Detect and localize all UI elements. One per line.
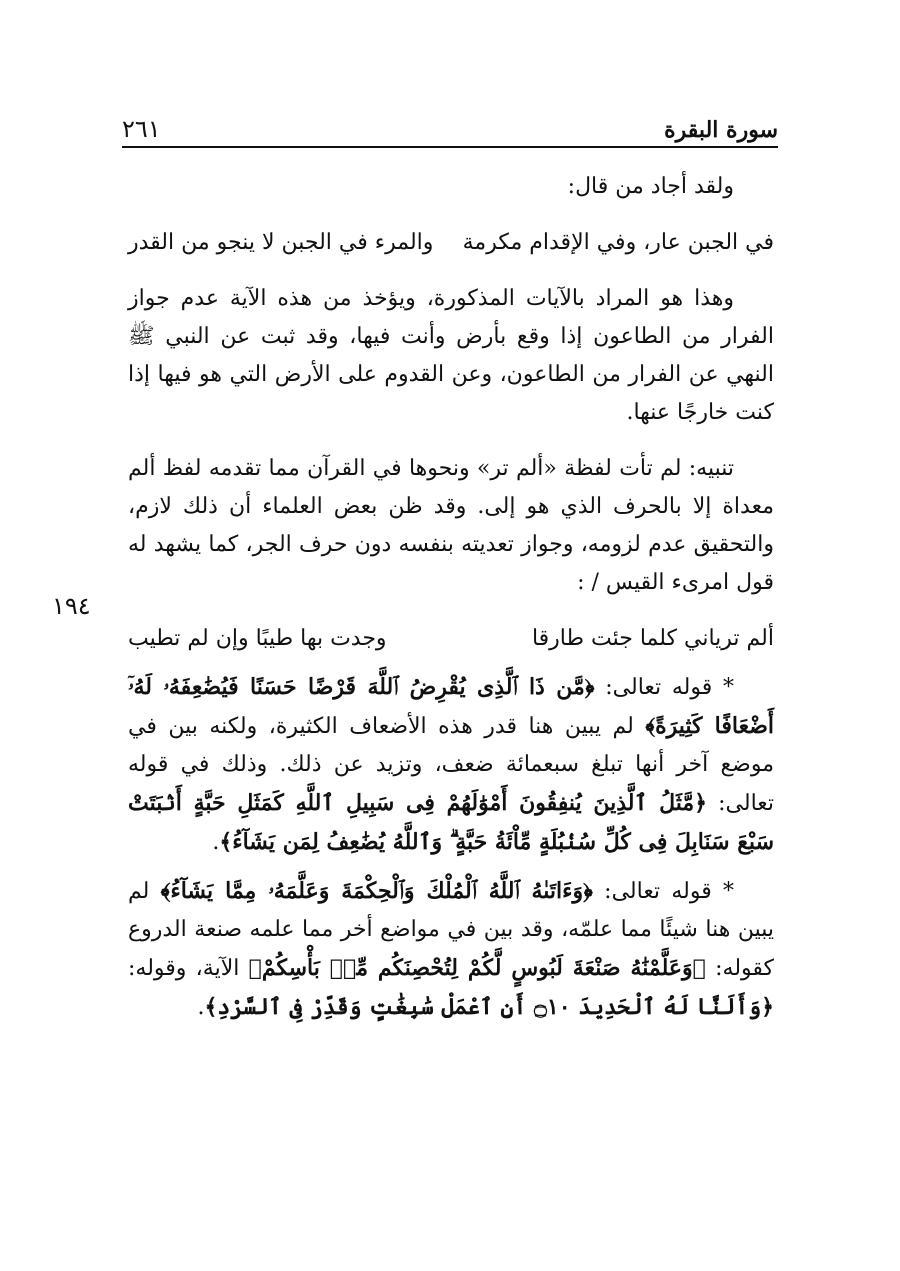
verse-1-first-hemistich: في الجبن عار، وفي الإقدام مكرمة xyxy=(462,230,774,255)
verse-1-second-hemistich: والمرء في الجبن لا ينجو من القدر xyxy=(128,230,434,255)
page-number: ٢٦١ xyxy=(122,115,161,143)
spacer xyxy=(128,658,774,668)
paragraph-dawud-knowledge xyxy=(128,872,774,1027)
page-header xyxy=(122,104,778,148)
sentence-end: . xyxy=(212,830,220,855)
poetry-verse-1 xyxy=(128,224,774,262)
paragraph-goodly-loan xyxy=(128,668,774,862)
commentary-text-2: الآية، وقوله: xyxy=(128,956,249,981)
quran-verse-armor-making: ﴿وَعَلَّمْنَٰهُ صَنْعَةَ لَبُوسٍ لَّكُمْ لِتُحْصِنَكُم مِّنۢ بَأْسِكُمْ﴾ xyxy=(248,955,706,981)
poetry-verse-2 xyxy=(128,620,774,658)
verse-2-second-hemistich: وجدت بها طيبًا وإن لم تطيب xyxy=(128,626,387,651)
section-lead: * قوله تعالى: xyxy=(592,879,735,904)
spacer xyxy=(128,602,774,620)
quran-verse-kingship-wisdom: ﴿وَءَاتَىٰهُ ٱللَّهُ ٱلْمُلْكَ وَٱلْحِكْمَةَ وَعَلَّمَهُۥ مِمَّا يَشَآءُ﴾ xyxy=(160,878,593,904)
page-body xyxy=(128,168,774,1027)
verse-2-first-hemistich: ألم ترياني كلما جئت طارقا xyxy=(531,626,774,651)
quran-verse-goodly-loan: ﴿مَّن ذَا ٱلَّذِى يُقْرِضُ ٱللَّهَ قَرْضًا حَسَنًا فَيُضَٰعِفَهُۥ لَهُۥٓ أَضْعَافًا كَثِيرَةً﴾ xyxy=(128,674,774,739)
spacer xyxy=(128,262,774,280)
intro-line: ولقد أجاد من قال: xyxy=(567,174,734,199)
paragraph-plague: وهذا هو المراد بالآيات المذكورة، ويؤخذ من هذه الآية عدم جواز الفرار من الطاعون إذا وقع بأرض وأنت فيها، وقد ثبت عن النبي ﷺ النهي عن الفرار من الطاعون، وعن القدوم على الأرض التي هو فيها إذا كنت خارجًا عنها. xyxy=(128,286,774,425)
quran-verse-seven-ears: ﴿مَّثَلُ ٱلَّذِينَ يُنفِقُونَ أَمْوَٰلَهُمْ فِى سَبِيلِ ٱللَّهِ كَمَثَلِ حَبَّةٍ أَنۢبَتَتْ سَبْعَ سَنَابِلَ فِى كُلِّ سُنۢبُلَةٍ مِّاْئَةُ حَبَّةٍ ۗ وَٱللَّهُ يُضَٰعِفُ لِمَن يَشَآءُ﴾ xyxy=(128,790,774,855)
spacer xyxy=(128,432,774,450)
paragraph-note-alam-tara: تنبيه: لم تأت لفظة «ألم تر» ونحوها في القرآن مما تقدمه لفظ ألم معداة إلا بالحرف الذي هو إلى. وقد ظن بعض العلماء أن ذلك لازم، والتحقيق عدم لزومه، وجواز تعديته بنفسه دون حرف الجر، كما يشهد له قول امرىء القيس / : xyxy=(128,456,774,595)
margin-reference-number: ١٩٤ xyxy=(52,592,91,620)
surah-title: سورة البقرة xyxy=(664,117,778,143)
commentary-text: لم يبين هنا قدر هذه الأضعاف الكثيرة، ولكنه بين في موضع آخر أنها تبلغ سبعمائة ضعف، وتزيد عن ذلك. وذلك في قوله تعالى: xyxy=(128,714,775,816)
spacer xyxy=(128,862,774,872)
section-lead: * قوله تعالى: xyxy=(594,675,734,700)
spacer xyxy=(128,206,774,224)
quran-verse-softened-iron: ﴿وَأَلَنَّا لَهُ ٱلْحَدِيدَ ۝١٠ أَنِ ٱعْمَلْ سَٰبِغَٰتٍ وَقَدِّرْ فِى ٱلسَّرْدِ﴾ xyxy=(204,994,774,1020)
sentence-end: . xyxy=(197,995,205,1020)
commentary-text: لم يبين هنا شيئًا مما علمّه، وقد بين في مواضع أخر مما علمه صنعة الدروع كقوله: xyxy=(128,879,774,981)
